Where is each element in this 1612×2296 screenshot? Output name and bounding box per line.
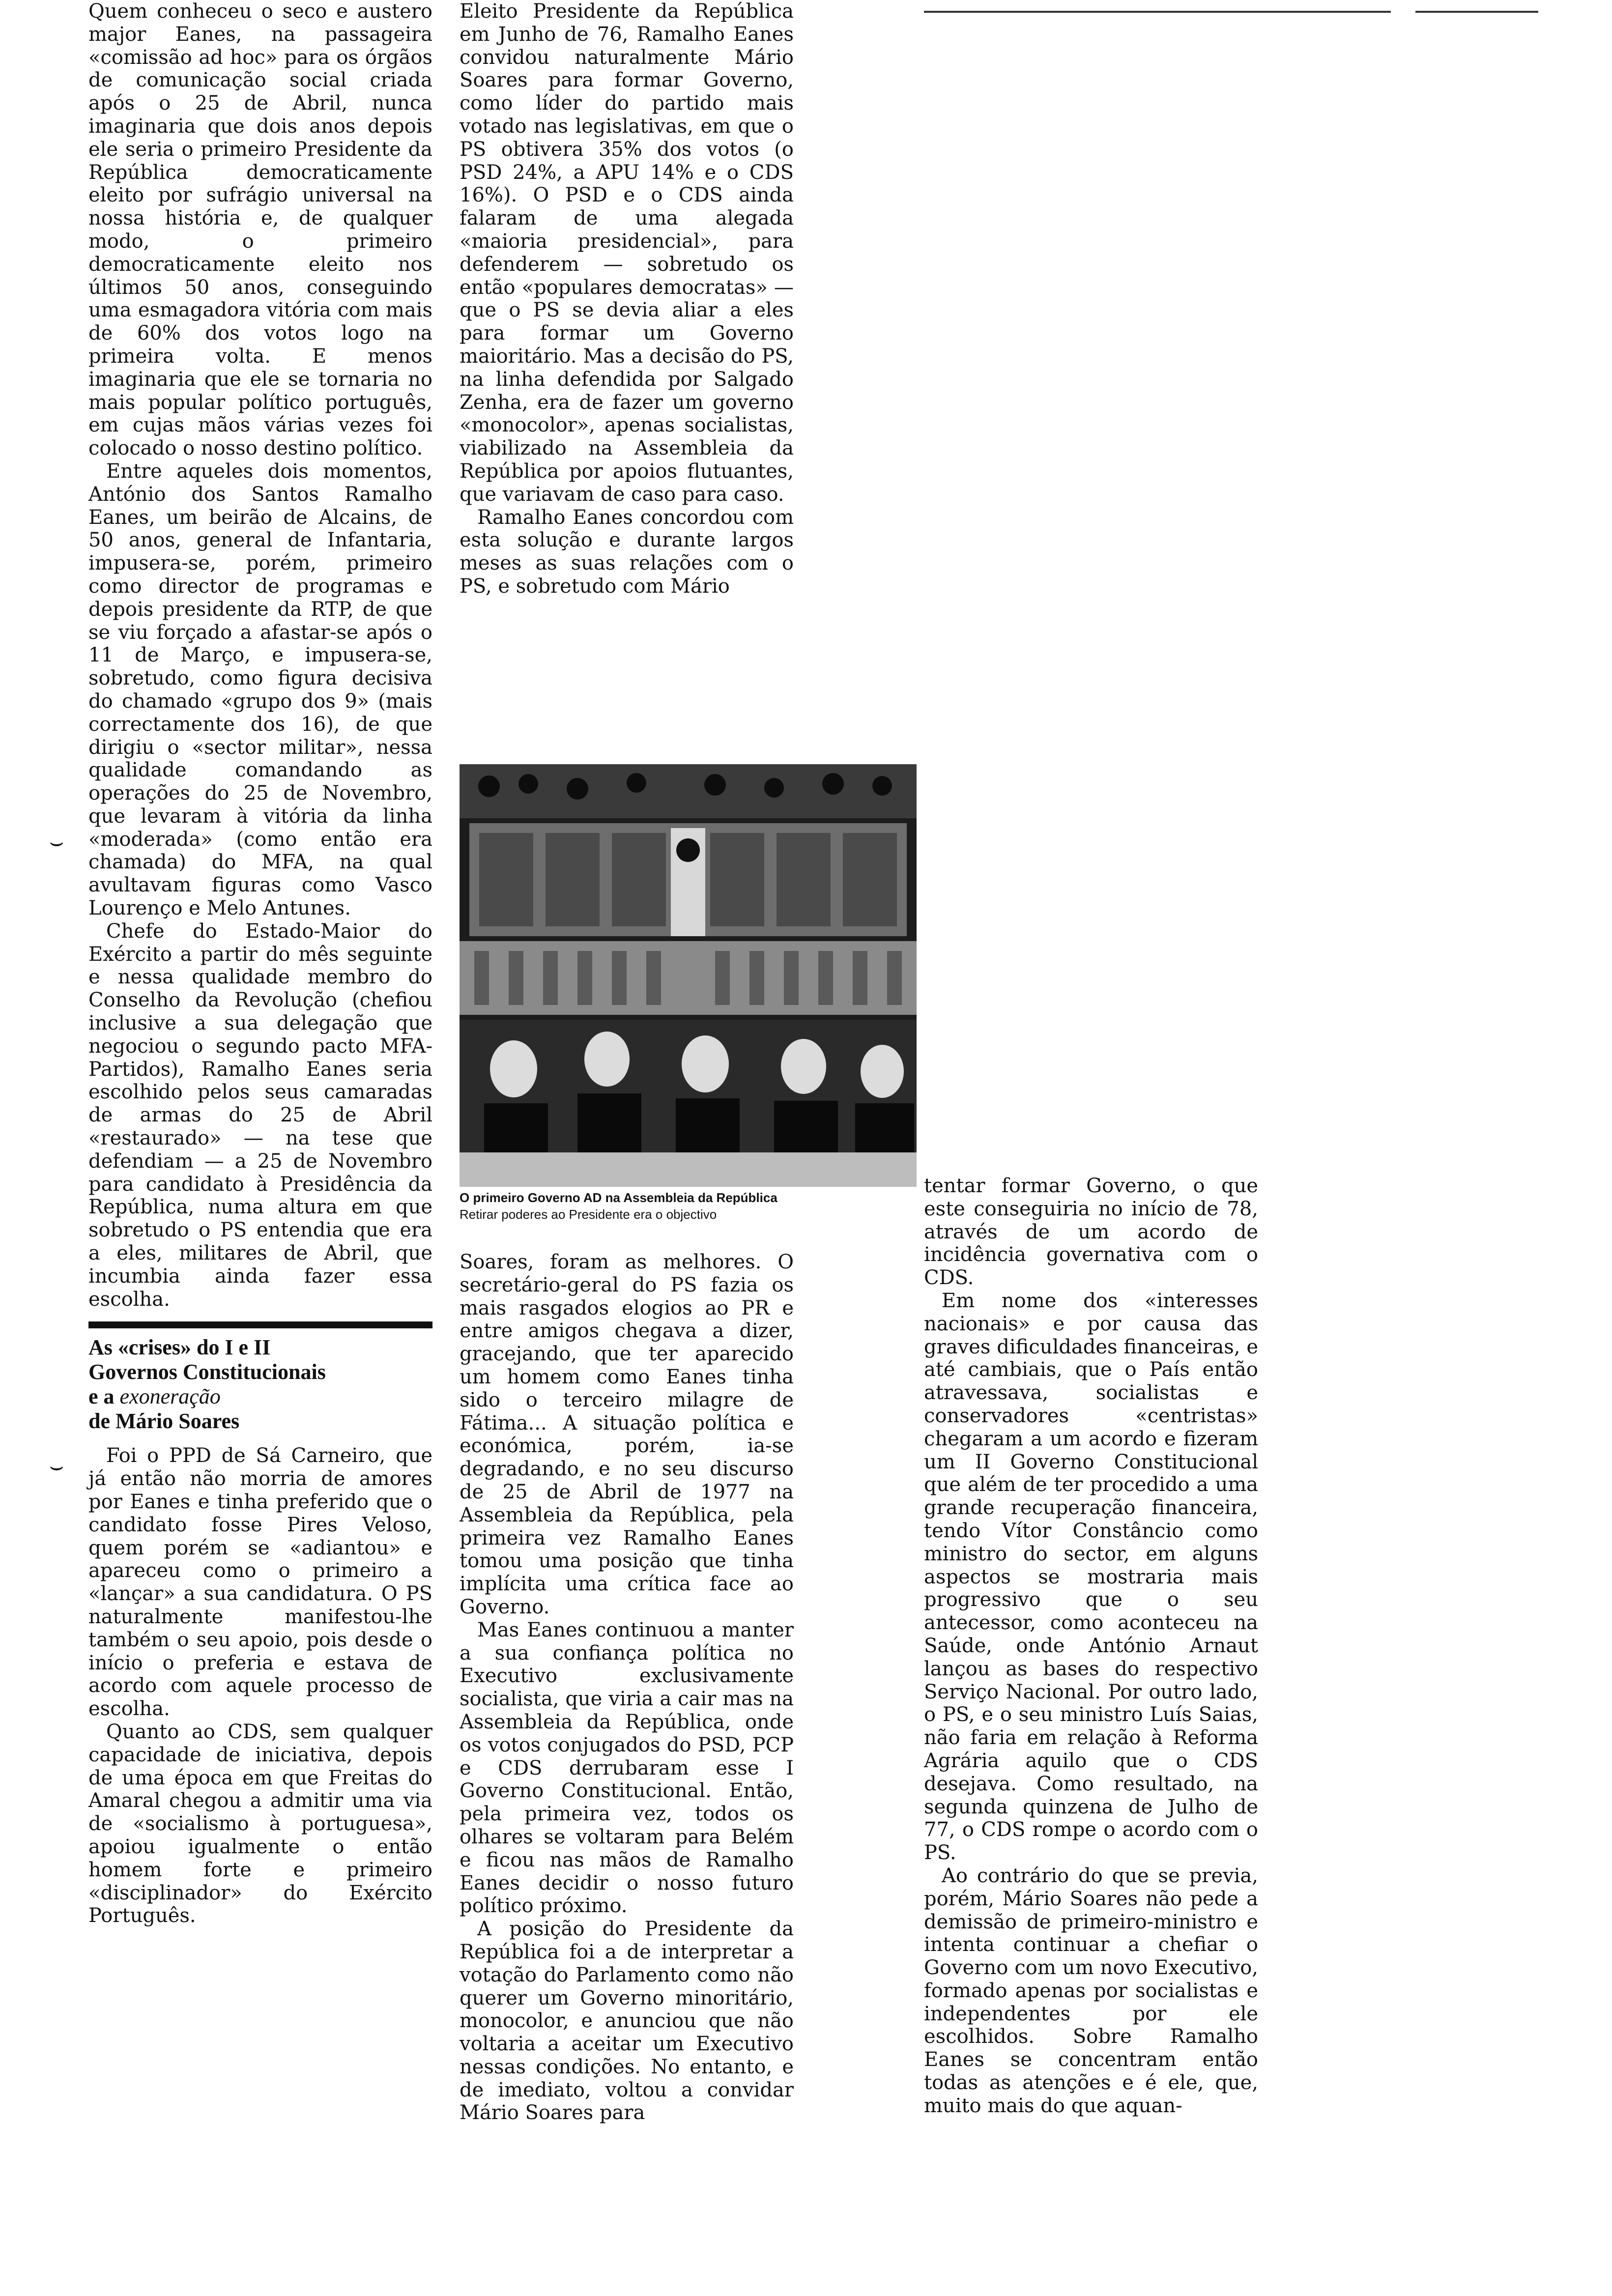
article-column-1 — [88, 0, 432, 1927]
col3-paragraph-3: Ao contrário do que se previa, porém, Mário Soares não pede a demissão de primeiro-ministro e intenta continuar a chefiar o Governo com um novo Executivo, formado apenas por socialistas e independentes por ele escolhidos. Sobre Ramalho Eanes se concentram então todas as atenções e é ele, que, muito mais do que aquan- — [924, 1864, 1258, 2117]
headline-line-3a: e a — [88, 1384, 120, 1409]
col3-paragraph-2: Em nome dos «interesses nacionais» e por causa das graves dificuldades financeiras, e até cambiais, que o País então atravessava, socialistas e conservadores «centristas» chegaram a um acordo e fizeram um II Governo Constitucional que além de ter procedido a uma grande recuperação financeira, tendo Vítor Constâncio como ministro do sector, em alguns aspectos se mostraria mais progressivo que o seu antecessor, como aconteceu na Saúde, onde António Arnaut lançou as bases do respectivo Serviço Nacional. Por outro lado, o PS, e o seu ministro Luís Saias, não faria em relação à Reforma Agrária aquilo que o CDS desejava. Como resultado, na segunda quinzena de Julho de 77, o CDS rompe o acordo com o PS. — [924, 1289, 1258, 1865]
caption-line-1: O primeiro Governo AD na Assembleia da República — [460, 1190, 777, 1205]
article-column-2-top — [460, 0, 794, 598]
headline-line-4: de Mário Soares — [88, 1409, 240, 1434]
section-divider — [88, 1321, 432, 1328]
article-column-2-bottom — [460, 1251, 794, 2124]
parliament-photo — [460, 764, 917, 1187]
top-rule-left — [924, 11, 1391, 13]
col1-paragraph-1: Quem conheceu o seco e austero major Eanes, na passageira «comissão ad hoc» para os órgãos de comunicação social criada após o 25 de Abril, nunca imaginaria que dois anos depois ele seria o primeiro Presidente da República democraticamente eleito por sufrágio universal na nossa história e, de qualquer modo, o primeiro democraticamente eleito nos últimos 50 anos, conseguindo uma esmagadora vitória com mais de 60% dos votos logo na primeira volta. E menos imaginaria que ele se tornaria no mais popular político português, em cujas mãos várias vezes foi colocado o nosso destino político. — [88, 0, 432, 460]
headline-line-3 — [88, 1384, 432, 1409]
margin-mark-1: ⌣ — [49, 829, 64, 855]
col2-paragraph-1: Eleito Presidente da República em Junho de 76, Ramalho Eanes convidou naturalmente Mário Soares para formar Governo, como líder do partido mais votado nas legislativas, em que o PS obtivera 35% dos votos (o PSD 24%, a APU 14% e o CDS 16%). O PSD e o CDS ainda falaram de uma alegada «maioria presidencial», para defenderem — sobretudo os então «populares democratas» — que o PS se devia aliar a eles para formar um Governo maioritário. Mas a decisão do PS, na linha defendida por Salgado Zenha, era de fazer um governo «monocolor», apenas socialistas, viabilizado na Assembleia da República por apoios flutuantes, que variavam de caso para caso. — [460, 0, 794, 506]
col2b-paragraph-1: Soares, foram as melhores. O secretário-geral do PS fazia os mais rasgados elogios ao PR e entre amigos chegava a dizer, gracejando, que ter aparecido um homem como Eanes tinha sido o terceiro milagre de Fátima... A situação política e económica, porém, ia-se degradando, e no seu discurso de 25 de Abril de 1977 na Assembleia da República, pela primeira vez Ramalho Eanes tomou uma posição que tinha implícita uma crítica face ao Governo. — [460, 1251, 794, 1618]
col1-paragraph-4: Foi o PPD de Sá Carneiro, que já então não morria de amores por Eanes e tinha preferido que o candidato fosse Pires Veloso, quem porém se «adiantou» e apareceu como o primeiro a «lançar» a sua candidatura. O PS naturalmente manifestou-lhe também o seu apoio, pois desde o início o preferia e estava de acordo com aquele processo de escolha. — [88, 1444, 432, 1721]
article-column-3 — [924, 1175, 1258, 2118]
photo-caption — [460, 1189, 917, 1223]
col2-paragraph-2: Ramalho Eanes concordou com esta solução e durante largos meses as suas relações com o PS, e sobretudo com Mário — [460, 506, 794, 598]
margin-mark-2: ⌣ — [49, 1453, 64, 1479]
col3-paragraph-1: tentar formar Governo, o que este conseguiria no início de 78, através de um acordo de incidência governativa com o CDS. — [924, 1175, 1258, 1290]
caption-line-2: Retirar poderes ao Presidente era o objectivo — [460, 1207, 717, 1222]
col1-paragraph-2: Entre aqueles dois momentos, António dos Santos Ramalho Eanes, um beirão de Alcains, de 50 anos, general de Infantaria, impusera-se, porém, primeiro como director de programas e depois presidente da RTP, de que se viu forçado a afastar-se após o 11 de Março, e impusera-se, sobretudo, como figura decisiva do chamado «grupo dos 9» (mais correctamente dos 16), de que dirigiu o «sector militar», nessa qualidade comandando as operações do 25 de Novembro, que levaram à vitória da linha «moderada» (como então era chamada) do MFA, na qual avultavam figuras como Vasco Lourenço e Melo Antunes. — [88, 459, 432, 920]
section-headline — [88, 1335, 432, 1434]
headline-line-1: As «crises» do I e II — [88, 1335, 271, 1360]
col2b-paragraph-3: A posição do Presidente da República foi a de interpretar a votação do Parlamento como não querer um Governo minoritário, monocolor, e anunciou que não voltaria a aceitar um Executivo nessas condições. No entanto, e de imediato, voltou a convidar Mário Soares para — [460, 1918, 794, 2124]
col1-paragraph-3: Chefe do Estado-Maior do Exército a partir do mês seguinte e nessa qualidade membro do Conselho da Revolução (chefiou inclusive a sua delegação que negociou o segundo pacto MFA-Partidos), Ramalho Eanes seria escolhido pelos seus camaradas de armas do 25 de Abril «restaurado» — na tese que defendiam — a 25 de Novembro para candidato à Presidência da República, numa altura em que sobretudo o PS entendia que era a eles, militares de Abril, que incumbia ainda fazer essa escolha. — [88, 919, 432, 1311]
headline-line-3b: exoneração — [119, 1384, 221, 1409]
col2b-paragraph-2: Mas Eanes continuou a manter a sua confiança política no Executivo exclusivamente socialista, que viria a cair mas na Assembleia da República, onde os votos conjugados do PSD, PCP e CDS derrubaram esse I Governo Constitucional. Então, pela primeira vez, todos os olhares se voltaram para Belém e ficou nas mãos de Ramalho Eanes decidir o nosso futuro político próximo. — [460, 1618, 794, 1918]
headline-line-2: Governos Constitucionais — [88, 1360, 326, 1384]
col1-paragraph-5: Quanto ao CDS, sem qualquer capacidade de iniciativa, depois de uma época em que Freitas do Amaral chegou a admitir uma via de «socialismo à portuguesa», apoiou igualmente o então homem forte e primeiro «disciplinador» do Exército Português. — [88, 1720, 432, 1927]
top-rule-right — [1415, 11, 1538, 13]
